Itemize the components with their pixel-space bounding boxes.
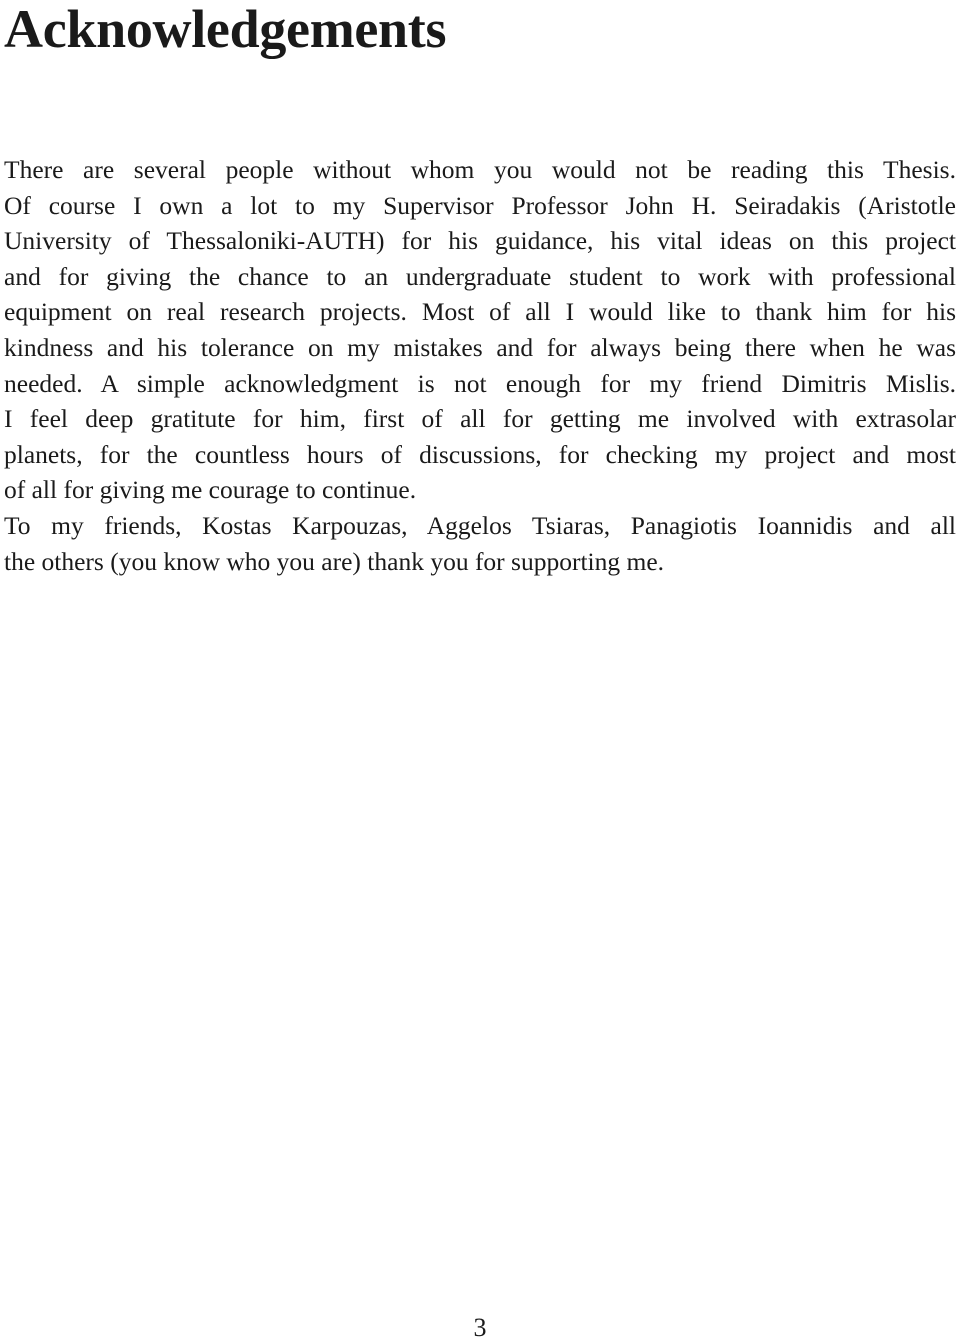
body-line: equipment on real research projects. Most of all I would like to thank him for his bbox=[4, 297, 956, 327]
body-line: the others (you know who you are) thank you for supporting me. bbox=[4, 546, 665, 576]
body-line: I feel deep gratitute for him, first of all for getting me involved with extrasolar bbox=[4, 404, 956, 434]
body-line: and for giving the chance to an undergraduate student to work with professional bbox=[4, 261, 956, 291]
body-line: needed. A simple acknowledgment is not enough for my friend Dimitris Mislis. bbox=[4, 368, 956, 398]
body-line: kindness and his tolerance on my mistakes and for always being there when he was bbox=[4, 332, 956, 362]
body-line: planets, for the countless hours of discussions, for checking my project and most bbox=[4, 439, 956, 469]
body-line: University of Thessaloniki-AUTH) for his guidance, his vital ideas on this project bbox=[4, 226, 956, 256]
page-heading: Acknowledgements bbox=[4, 0, 447, 59]
body-line: There are several people without whom you would not be reading this Thesis. bbox=[4, 155, 956, 184]
body-line: To my friends, Kostas Karpouzas, Aggelos Tsiaras, Panagiotis Ioannidis and all bbox=[4, 510, 956, 540]
acknowledgements-body bbox=[4, 152, 956, 579]
body-line: Of course I own a lot to my Supervisor Professor John H. Seiradakis (Aristotle bbox=[4, 190, 956, 220]
body-line: of all for giving me courage to continue. bbox=[4, 475, 417, 505]
page-number: 3 bbox=[473, 1313, 487, 1342]
